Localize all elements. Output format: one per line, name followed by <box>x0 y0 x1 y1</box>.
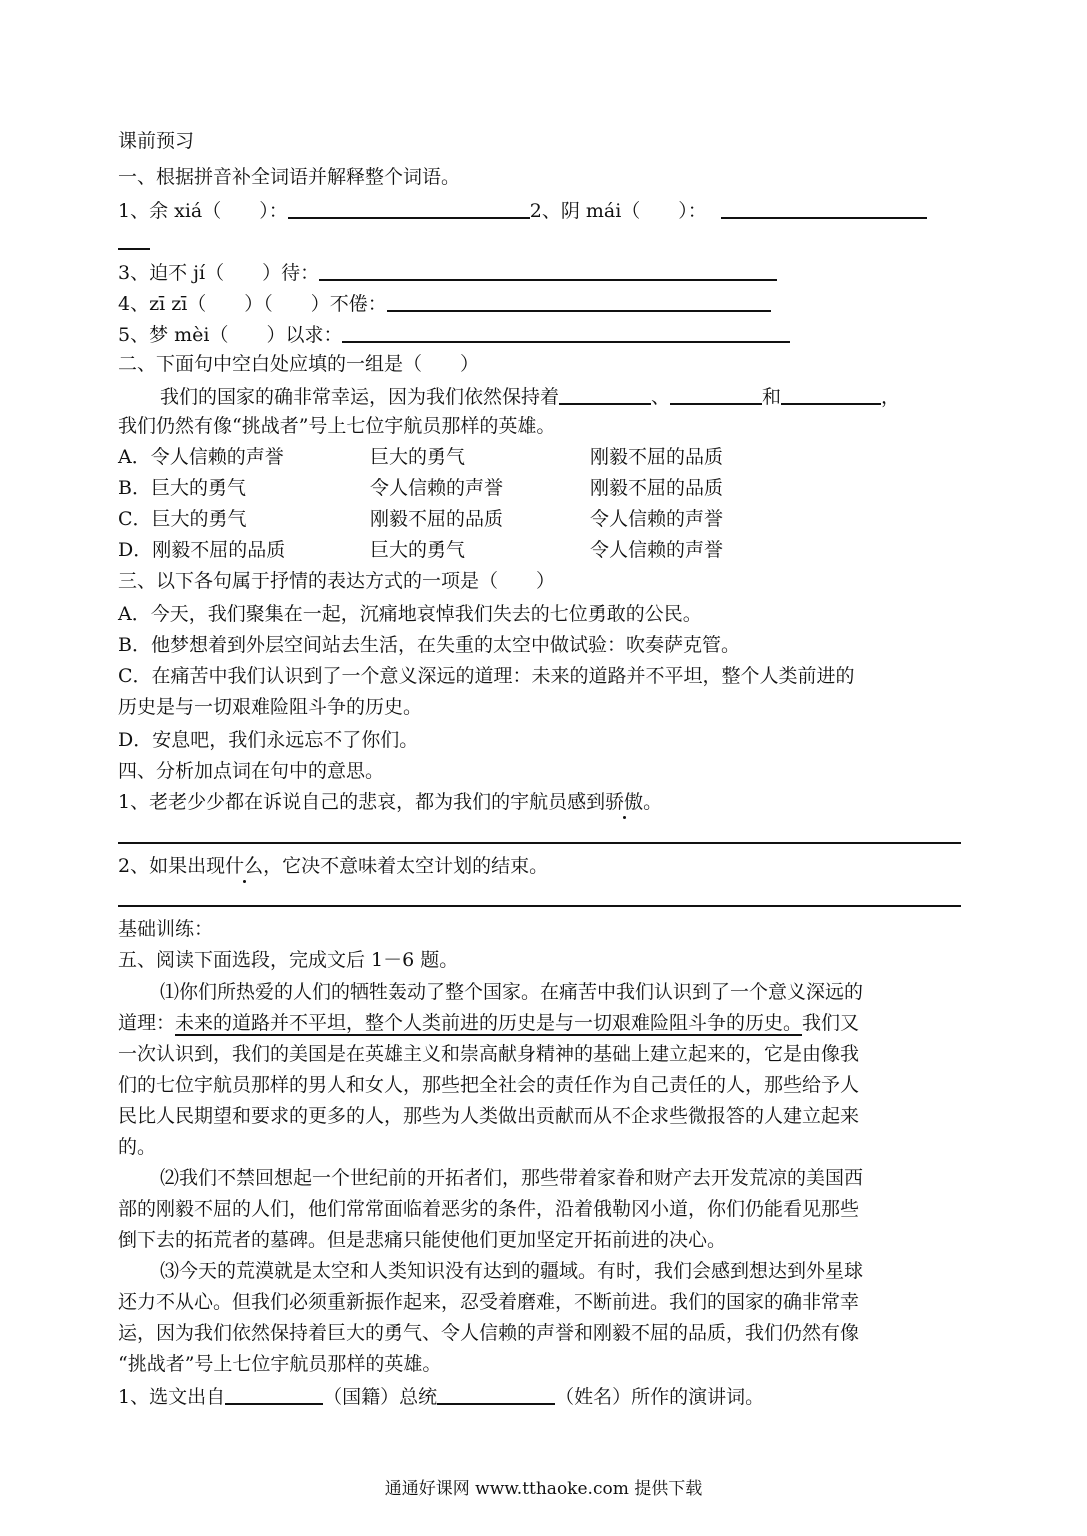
q1-row-3 <box>118 257 777 285</box>
q5-sub1-text-a: 1、选文出自 <box>118 1386 226 1408</box>
passage-p1-line1: ⑴你们所热爱的人们的牺牲轰动了整个国家。在痛苦中我们认识到了一个意义深远的 <box>160 981 864 1003</box>
q2-option-a-col1: A．令人信赖的声誉 <box>118 446 284 468</box>
q1-item4-label: 4、zī zī（ ）（ ）不倦： <box>118 293 387 315</box>
q1-item3-blank[interactable] <box>319 257 777 281</box>
q4-s1-dotted-word-text: 骄傲 <box>605 791 644 813</box>
passage-p3-line4: “挑战者”号上七位宇航员那样的英雄。 <box>118 1353 442 1375</box>
q2-option-c-col1: C．巨大的勇气 <box>118 508 247 530</box>
q2-option-b-col1: B．巨大的勇气 <box>118 477 246 499</box>
q2-option-a[interactable] <box>118 443 961 471</box>
q1-row-5 <box>118 319 790 347</box>
q2-sentence-line <box>160 381 900 409</box>
q3-title: 三、以下各句属于抒情的表达方式的一项是（ ） <box>118 570 556 592</box>
q5-sub1-text-b: （国籍）总统 <box>323 1386 438 1408</box>
q2-option-a-col3: 刚毅不屈的品质 <box>590 446 724 468</box>
q3-option-c-line1[interactable]: C．在痛苦中我们认识到了一个意义深远的道理：未来的道路并不平坦，整个人类前进的 <box>118 665 855 687</box>
q2-option-b-col3: 刚毅不屈的品质 <box>590 477 724 499</box>
passage-p2-line3: 倒下去的拓荒者的墓碑。但是悲痛只能使他们更加坚定开拓前进的决心。 <box>118 1229 727 1251</box>
q2-sep-1: 、 <box>651 386 671 408</box>
q2-blank-3[interactable] <box>781 381 881 405</box>
q1-item4-blank[interactable] <box>387 288 771 312</box>
q2-option-c-col3: 令人信赖的声誉 <box>590 508 724 530</box>
q5-sub1-text-c: （姓名）所作的演讲词。 <box>555 1386 765 1408</box>
q4-answer-line-2[interactable] <box>118 905 961 907</box>
q3-option-b[interactable]: B．他梦想着到外层空间站去生活，在失重的太空中做试验：吹奏萨克管。 <box>118 634 740 656</box>
q2-option-d-col2: 巨大的勇气 <box>370 539 466 561</box>
q2-option-c-col2: 刚毅不屈的品质 <box>370 508 504 530</box>
q1-item2-blank-cont[interactable] <box>118 226 150 250</box>
q2-blank-2[interactable] <box>670 381 762 405</box>
q2-option-d-col1: D．刚毅不屈的品质 <box>118 539 286 561</box>
q2-option-b[interactable] <box>118 474 961 502</box>
q1-item3-label: 3、迫不 jí（ ）待： <box>118 262 320 284</box>
passage-p2-line2: 部的刚毅不屈的人们，他们常常面临着恶劣的条件，沿着俄勒冈小道，你们仍能看见那些 <box>118 1198 860 1220</box>
q1-item2-blank[interactable] <box>721 195 927 219</box>
passage-p2-line1: ⑵我们不禁回想起一个世纪前的开拓者们，那些带着家眷和财产去开发荒凉的美国西 <box>160 1167 864 1189</box>
q1-item5-label: 5、梦 mèi（ ）以求： <box>118 324 343 346</box>
q3-option-a[interactable]: A．今天，我们聚集在一起，沉痛地哀悼我们失去的七位勇敢的公民。 <box>118 603 702 625</box>
q1-item1-blank[interactable] <box>288 195 530 219</box>
q2-sep-2: 和 <box>762 386 782 408</box>
q1-item5-blank[interactable] <box>342 319 790 343</box>
q4-s2-text: 2、如果出现 <box>118 855 226 877</box>
q4-s1-end: 。 <box>643 791 663 813</box>
passage-p1-line5: 民比人民期望和要求的更多的人，那些为人类做出贡献而从不企求些微报答的人建立起来 <box>118 1105 860 1127</box>
section-heading-preview: 课前预习 <box>118 130 195 152</box>
q4-s2-end: ，它决不意味着太空计划的结束。 <box>263 855 549 877</box>
q4-answer-line-1[interactable] <box>118 842 961 844</box>
q4-s1-text: 1、老老少少都在诉说自己的悲哀，都为我们的宇航员感到 <box>118 791 606 813</box>
q4-s2-dotted-word <box>225 855 263 877</box>
q2-option-a-col2: 巨大的勇气 <box>370 446 466 468</box>
q2-blank-1[interactable] <box>559 381 651 405</box>
q4-sentence-2 <box>118 852 548 880</box>
q2-sentence-b: 我们仍然有像“挑战者”号上七位宇航员那样的英雄。 <box>118 415 556 437</box>
passage-p3-line1: ⑶今天的荒漠就是太空和人类知识没有达到的疆域。有时，我们会感到想达到外星球 <box>160 1260 864 1282</box>
section-heading-training: 基础训练： <box>118 918 214 940</box>
q5-sub1-blank-name[interactable] <box>437 1381 555 1405</box>
q3-option-c-line2: 历史是与一切艰难险阻斗争的历史。 <box>118 696 423 718</box>
passage-p1-line2 <box>118 1009 859 1037</box>
page-footer: 通通好课网 www.tthaoke.com 提供下载 <box>384 1479 703 1499</box>
q2-title: 二、下面句中空白处应填的一组是（ ） <box>118 353 480 375</box>
q1-item1-label: 1、余 xiá（ ）： <box>118 200 288 222</box>
q2-option-d[interactable] <box>118 536 961 564</box>
q2-option-c[interactable] <box>118 505 961 533</box>
q3-option-d[interactable]: D．安息吧，我们永远忘不了你们。 <box>118 729 419 751</box>
passage-p1-line3: 一次认识到，我们的美国是在英雄主义和崇高献身精神的基础上建立起来的，它是由像我 <box>118 1043 860 1065</box>
q4-s1-dotted-word <box>605 791 643 813</box>
q2-sentence-a: 我们的国家的确非常幸运，因为我们依然保持着 <box>160 386 560 408</box>
q5-title: 五、阅读下面选段，完成文后 1－6 题。 <box>118 949 459 971</box>
q2-option-d-col3: 令人信赖的声誉 <box>590 539 724 561</box>
q1-row-4 <box>118 288 771 316</box>
q4-s2-dotted-word-text: 什么 <box>225 855 264 877</box>
passage-p1-line4: 们的七位宇航员那样的男人和女人，那些把全社会的责任作为自己责任的人，那些给予人 <box>118 1074 860 1096</box>
q1-title: 一、根据拼音补全词语并解释整个词语。 <box>118 166 461 188</box>
q4-title: 四、分析加点词在句中的意思。 <box>118 760 385 782</box>
q1-row-1-continuation <box>118 226 150 254</box>
passage-p1-line6: 的。 <box>118 1136 157 1158</box>
q4-sentence-1 <box>118 788 662 816</box>
q5-sub1-blank-nationality[interactable] <box>225 1381 323 1405</box>
passage-p1-l2-pre: 道理： <box>118 1012 176 1034</box>
q2-sep-3: ， <box>881 386 901 408</box>
q1-item2-label: 2、阴 mái（ ）： <box>529 200 707 222</box>
q2-option-b-col2: 令人信赖的声誉 <box>370 477 504 499</box>
q1-row-1 <box>118 195 927 223</box>
q5-sub1 <box>118 1381 764 1409</box>
passage-p3-line3: 运，因为我们依然保持着巨大的勇气、令人信赖的声誉和刚毅不屈的品质，我们仍然有像 <box>118 1322 860 1344</box>
passage-p1-l2-post: 我们又 <box>802 1012 860 1034</box>
passage-underlined-sentence: 未来的道路并不平坦，整个人类前进的历史是与一切艰难险阻斗争的历史。 <box>175 1012 803 1034</box>
passage-p3-line2: 还力不从心。但我们必须重新振作起来，忍受着磨难，不断前进。我们的国家的确非常幸 <box>118 1291 860 1313</box>
